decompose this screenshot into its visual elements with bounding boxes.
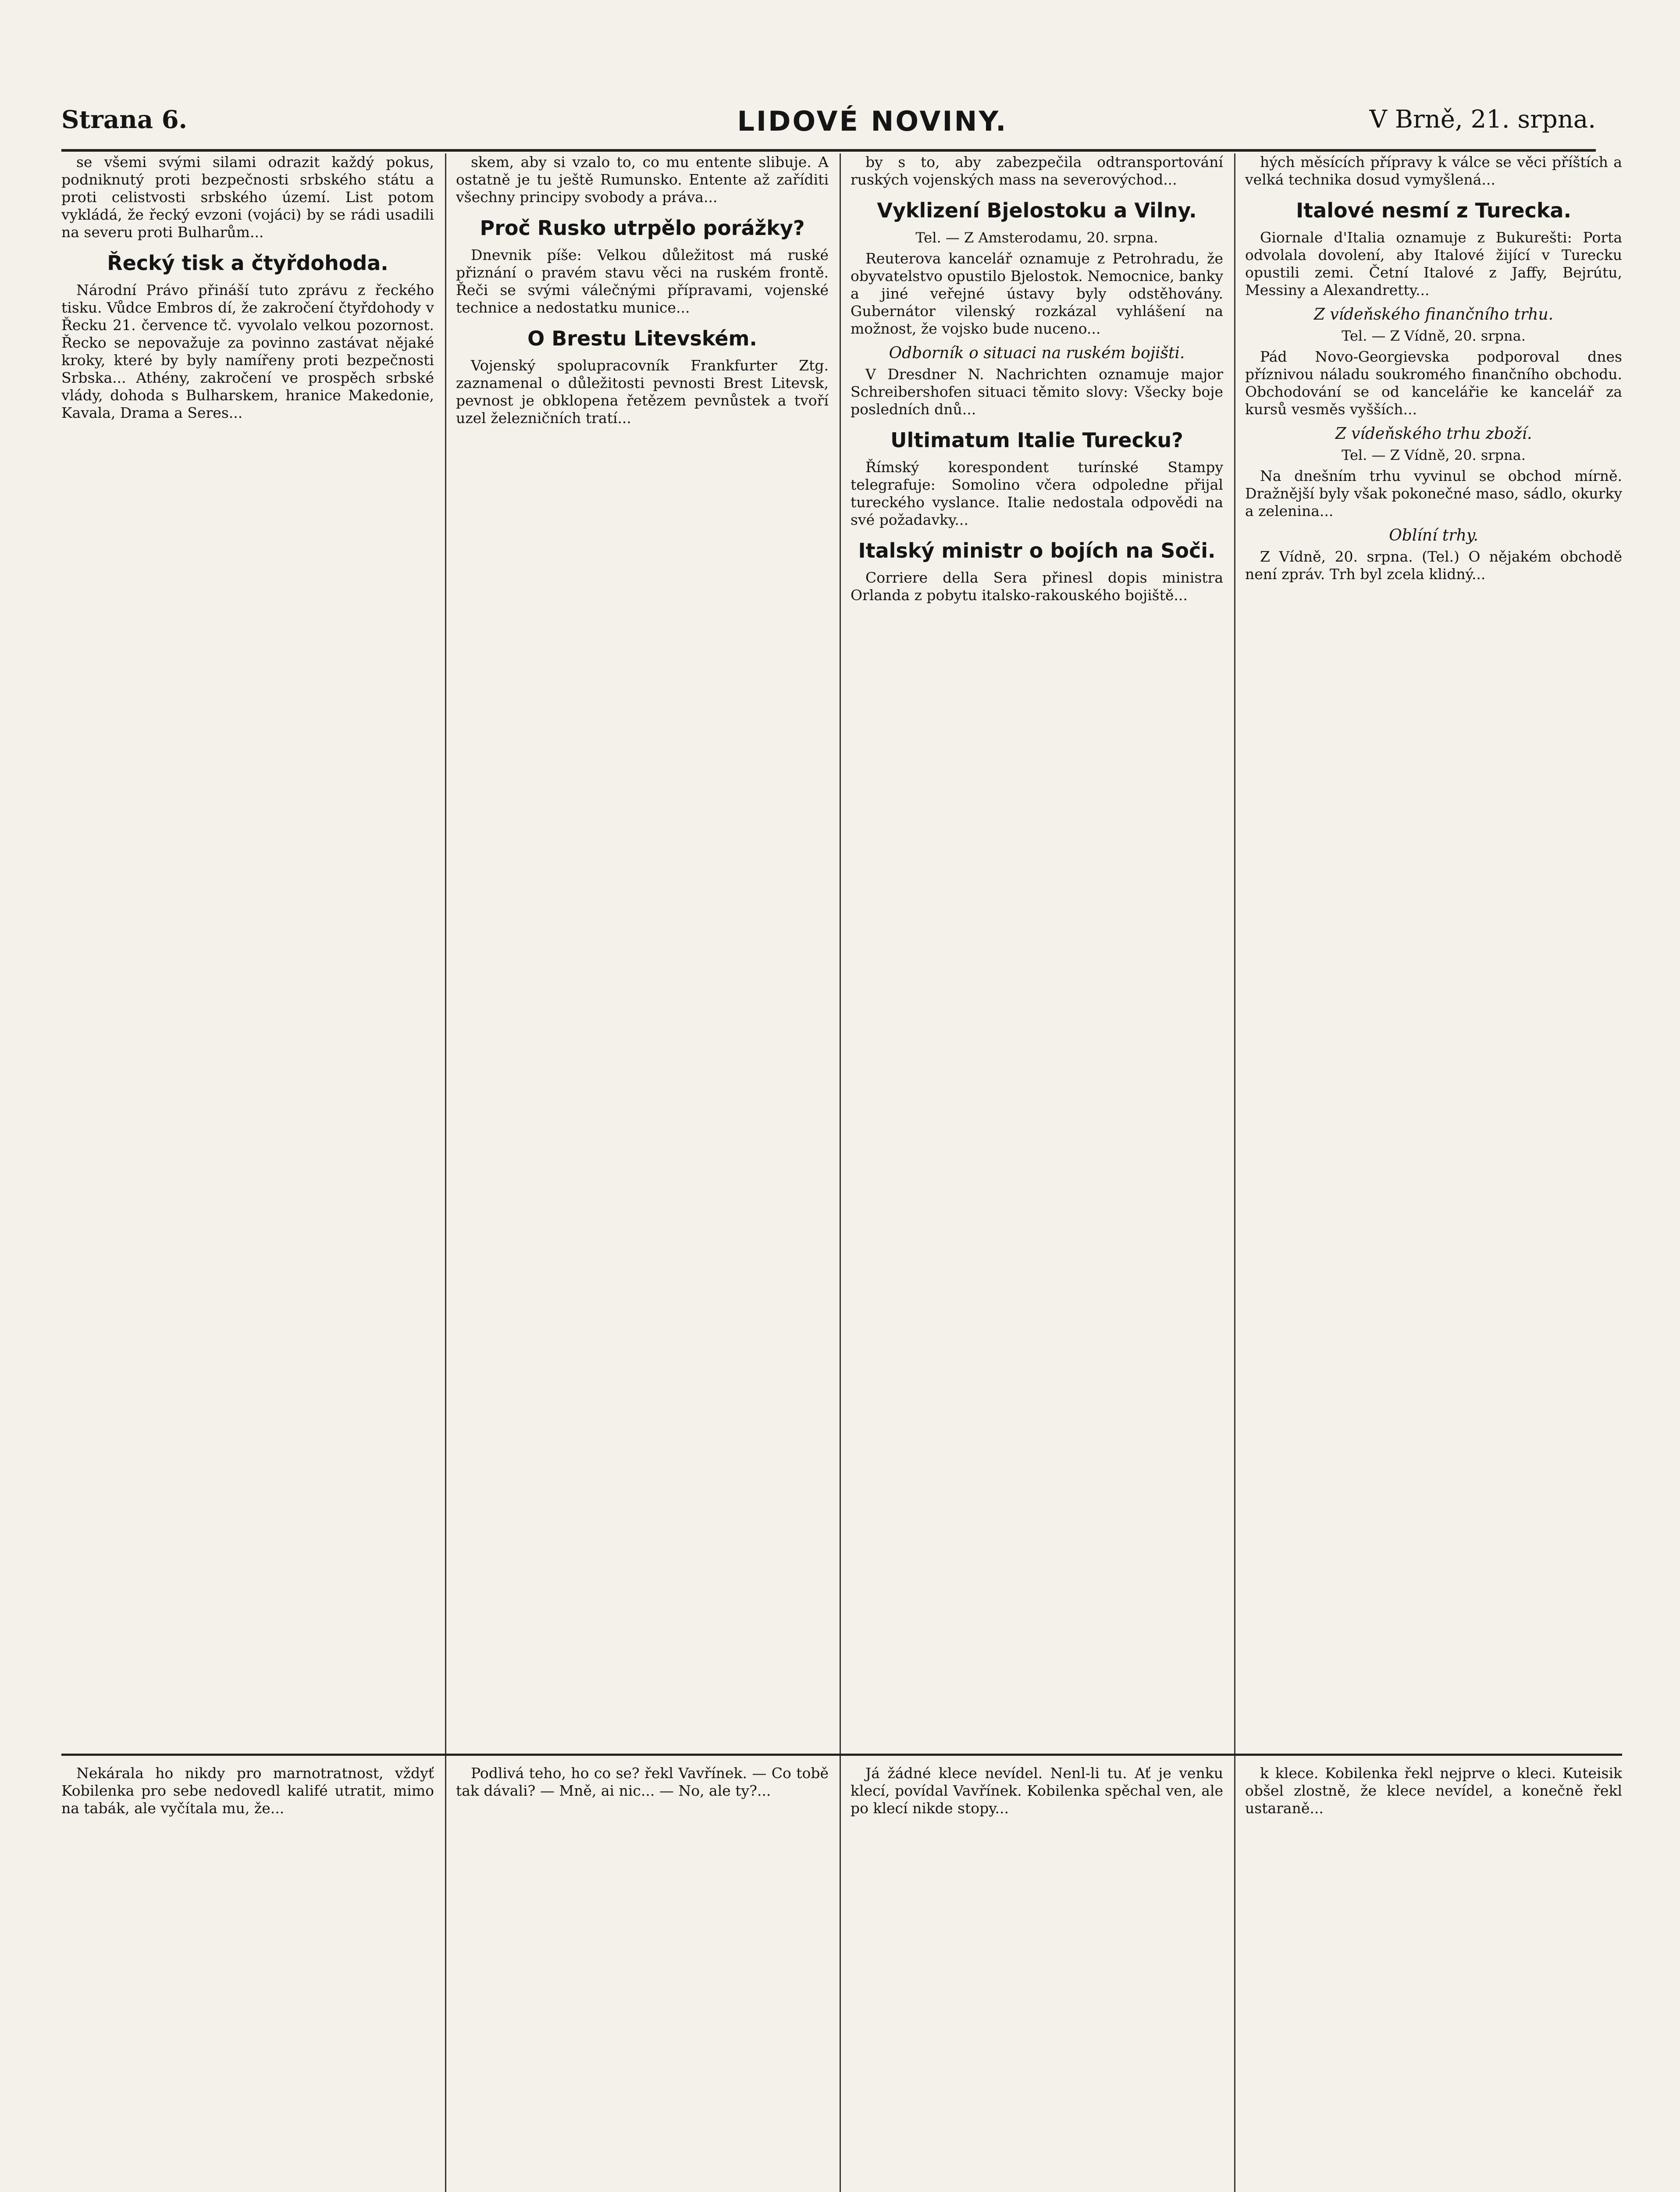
article-body: Corriere della Sera přinesl dopis ministra Orlanda z pobytu italsko-rakouského bojiště... — [851, 569, 1223, 604]
dateline: Tel. — Z Vídně, 20. srpna. — [1342, 327, 1526, 344]
article-body: Reuterova kancelář oznamuje z Petrohradu, že obyvatelstvo opustilo Bjelostok. Nemocnice, banky a jiné veřejné ústavy byly odstěhovány. Gubernátor vilenský rozkázal vyhlášení na možnost, že vojsko bude nuceno... — [851, 250, 1223, 337]
article-body: Vojenský spolupracovník Frankfurter Ztg. zaznamenal o důležitosti pevnosti Brest Litevsk, pevnost je obklopena řetězem pevnůstek a tvoří uzel železničních tratí... — [456, 357, 829, 427]
article-body: Římský korespondent turínské Stampy telegrafuje: Somolino včera odpoledne přijal tureckého vyslance. Italie nedostala odpovědi na své požadavky... — [851, 459, 1223, 528]
page-number: Strana 6. — [61, 105, 188, 134]
article-continuation: hých měsících přípravy k válce se věci příštích a velká technika dosud vymyšlená... — [1245, 153, 1622, 188]
newspaper-title: LIDOVÉ NOVINY. — [737, 105, 1008, 137]
dateline: Tel. — Z Vídně, 20. srpna. — [1342, 447, 1526, 463]
subheading-finance-market: Z vídeňského finančního trhu. — [1313, 306, 1554, 324]
article-body: Z Vídně, 20. srpna. (Tel.) O nějakém obchodě není zpráv. Trh byl zcela klidný... — [1245, 548, 1622, 583]
article-body: Dnevnik píše: Velkou důležitost má ruské přiznání o pravém stavu věci na ruském frontě. Řeči se svými válečnými přípravami, vojenské technice a nedostatku munice... — [456, 246, 829, 316]
article-body: Pád Novo-Georgievska podporoval dnes příznivou náladu soukromého finančního obchodu. Obchodování se od kancelářie ke kancelář za kursů vesměs vyšších... — [1245, 348, 1622, 418]
story-text: Podlivá teho, ho co se? řekl Vavřínek. — Co tobě tak dávali? — Mně, ai nic... — No, ale ty?... — [456, 1765, 829, 1799]
article-continuation: se všemi svými silami odrazit každý pokus, podniknutý proti bezpečnosti srbského státu a proti celistvosti srbského území. List potom vykládá, že řecký evzoni (vojáci) by se rádi usadili na severu proti Bulharům... — [61, 153, 434, 241]
article-body: Giornale d'Italia oznamuje z Bukurešti: Porta odvolala dovolení, aby Italové žijící v Turecku opustili zemi. Četní Italové z Jaffy, Bejrútu, Messiny a Alexandretty... — [1245, 229, 1622, 299]
column-divider — [840, 153, 841, 1754]
article-body: Národní Právo přináší tuto zprávu z řeckého tisku. Vůdce Embros dí, že zakročení čtyřdohody v Řecku 21. července tč. vyvolalo velkou pozornost. Řecko se nepovažuje za povinno zastávat nějaké kroky, které by byly namířeny proti bezpečnosti Srbska... Athény, zakročení ve prospěch srbské vlády, dohoda s Bulharskem, hranice Makedonie, Kavala, Drama a Seres... — [61, 281, 434, 421]
column-divider — [840, 1756, 841, 2192]
subheading-goods-market: Z vídeňského trhu zboží. — [1335, 425, 1532, 443]
feuilleton-column-3 — [851, 1765, 1223, 2192]
column-divider — [1234, 1756, 1235, 2192]
news-section — [61, 153, 1622, 1754]
masthead — [61, 101, 1596, 152]
feuilleton-section — [61, 1754, 1622, 2192]
feuilleton-column-2 — [456, 1765, 829, 2192]
column-4 — [1245, 153, 1622, 1754]
column-3 — [851, 153, 1223, 1754]
feuilleton-column-1 — [61, 1765, 434, 2192]
column-2 — [456, 153, 829, 1754]
story-text: k klece. Kobilenka řekl nejprve o kleci. Kuteisik obšel zlostně, že klece nevídel, a konečně řekl ustaraně... — [1245, 1765, 1622, 1817]
article-body: V Dresdner N. Nachrichten oznamuje major Schreibershofen situaci těmito slovy: Všecky boje posledních dnů... — [851, 366, 1223, 418]
article-body: Na dnešním trhu vyvinul se obchod mírně. Dražnější byly však pokonečné maso, sádlo, okurky a zelenina... — [1245, 467, 1622, 520]
subheading-expert: Odborník o situaci na ruském bojišti. — [889, 344, 1185, 362]
column-1 — [61, 153, 434, 1754]
article-continuation: skem, aby si vzalo to, co mu entente slibuje. A ostatně je tu ještě Rumunsko. Entente až zaříditi všechny principy svobody a práva... — [456, 153, 829, 206]
headline-bialystok-vilna: Vyklizení Bjelostoku a Vilny. — [877, 199, 1197, 222]
issue-date: V Brně, 21. srpna. — [1369, 105, 1596, 134]
subheading-grain-market: Oblíní trhy. — [1389, 527, 1478, 544]
feuilleton-column-4 — [1245, 1765, 1622, 2192]
column-divider — [1234, 153, 1235, 1754]
column-divider — [445, 1756, 446, 2192]
article-continuation: by s to, aby zabezpečila odtransportování ruských vojenských mass na severovýchod... — [851, 153, 1223, 188]
headline-brest-litovsk: O Brestu Litevském. — [527, 327, 757, 350]
story-text: Já žádné klece nevídel. Nenl-li tu. Ať je venku klecí, povídal Vavřínek. Kobilenka spěchal ven, ale po klecí nikde stopy... — [851, 1765, 1223, 1817]
column-divider — [445, 153, 446, 1754]
headline-greek-press: Řecký tisk a čtyřdohoda. — [107, 251, 388, 275]
headline-russia-defeats: Proč Rusko utrpělo porážky? — [480, 216, 805, 240]
headline-italian-minister: Italský ministr o bojích na Soči. — [858, 539, 1216, 562]
headline-italy-ultimatum: Ultimatum Italie Turecku? — [890, 428, 1183, 452]
headline-italians-turkey: Italové nesmí z Turecka. — [1296, 199, 1571, 222]
dateline: Tel. — Z Amsterodamu, 20. srpna. — [915, 229, 1158, 246]
story-text: Nekárala ho nikdy pro marnotratnost, vždyť Kobilenka pro sebe nedovedl kalifé utratit, mimo na tabák, ale vyčítala mu, že... — [61, 1765, 434, 1817]
